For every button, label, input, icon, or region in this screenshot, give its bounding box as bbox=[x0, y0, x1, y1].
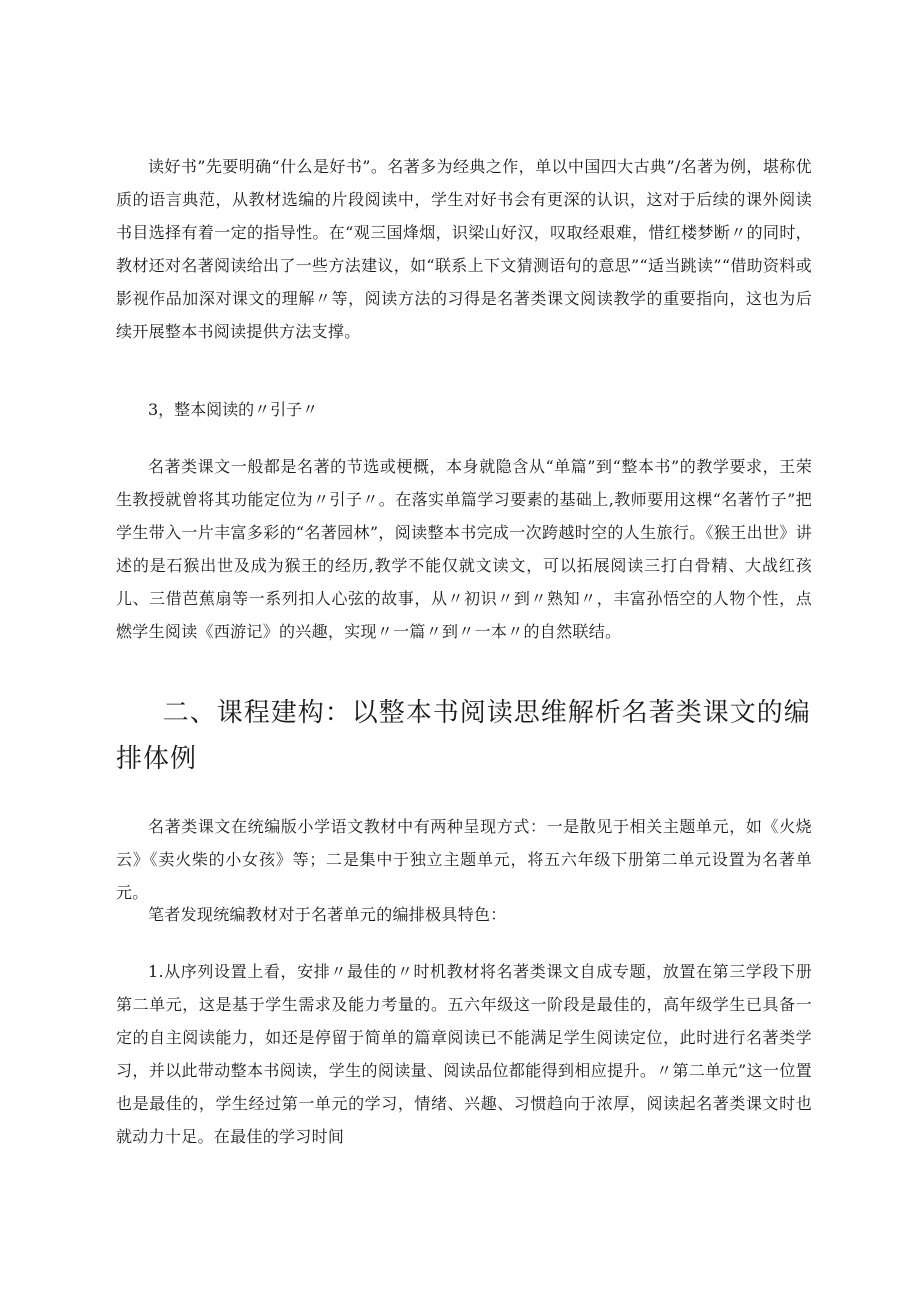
paragraph-author-observation: 笔者发现统编教材对于名著单元的编排极具特色： bbox=[148, 905, 507, 924]
paragraph-whole-book-intro: 名著类课文一般都是名著的节选或梗概，本身就隐含从“单篇”到“整本书”的教学要求，王荣生教授就曾将其功能定位为〃引子〃。在落实单篇学习要素的基础上,教师要用这棵“名著竹子”把学生带入一片丰富多彩的“名著园林”，阅读整本书完成一次跨越时空的人生旅行。《猴王出世》讲述的是石猴出世及成为猴王的经历,教学不能仅就文读文，可以拓展阅读三打白骨精、大战红孩儿、三借芭蕉扇等一系列扣人心弦的故事，从〃初识〃到〃熟知〃，丰富孙悟空的人物个性，点燃学生阅读《西游记》的兴趣，实现〃一篇〃到〃一本〃的自然联结。 bbox=[116, 457, 812, 641]
subheading-whole-book-intro: 3，整本阅读的〃引子〃 bbox=[148, 400, 319, 419]
section-heading-course-construction: 二、课程建构：以整本书阅读思维解析名著类课文的编排体例 bbox=[116, 698, 811, 774]
paragraph-sequence-setting: 1.从序列设置上看，安排〃最佳的〃时机教材将名著类课文自成专题，放置在第三学段下册第二单元，这是基于学生需求及能力考量的。五六年级这一阶段是最佳的，高年级学生已具备一定的自主阅读能力，如还是停留于简单的篇章阅读已不能满足学生阅读定位，此时进行名著类学习，并以此带动整本书阅读，学生的阅读量、阅读品位都能得到相应提升。〃第二单元”这一位置也是最佳的，学生经过第一单元的学习，情绪、兴趣、习惯趋向于浓厚，阅读起名著类课文时也就动力十足。在最佳的学习时间 bbox=[116, 962, 812, 1146]
paragraph-presentation-modes: 名著类课文在统编版小学语文教材中有两种呈现方式：一是散见于相关主题单元，如《火烧云》《卖火柴的小女孩》等；二是集中于独立主题单元，将五六年级下册第二单元设置为名著单元。 bbox=[116, 817, 812, 902]
paragraph-reading-good-books: 读好书”先要明确“什么是好书”。名著多为经典之作，单以中国四大古典”/名著为例，堪称优质的语言典范，从教材选编的片段阅读中，学生对好书会有更深的认识，这对于后续的课外阅读书目选择有着一定的指导性。在“观三国烽烟，识梁山好汉，叹取经艰难，惜红楼梦断〃的同时，教材还对名著阅读给出了一些方法建议，如“联系上下文猜测语句的意思”“适当跳读”“借助资料或影视作品加深对课文的理解〃等，阅读方法的习得是名著类课文阅读教学的重要指向，这也为后续开展整本书阅读提供方法支撑。 bbox=[116, 157, 812, 341]
